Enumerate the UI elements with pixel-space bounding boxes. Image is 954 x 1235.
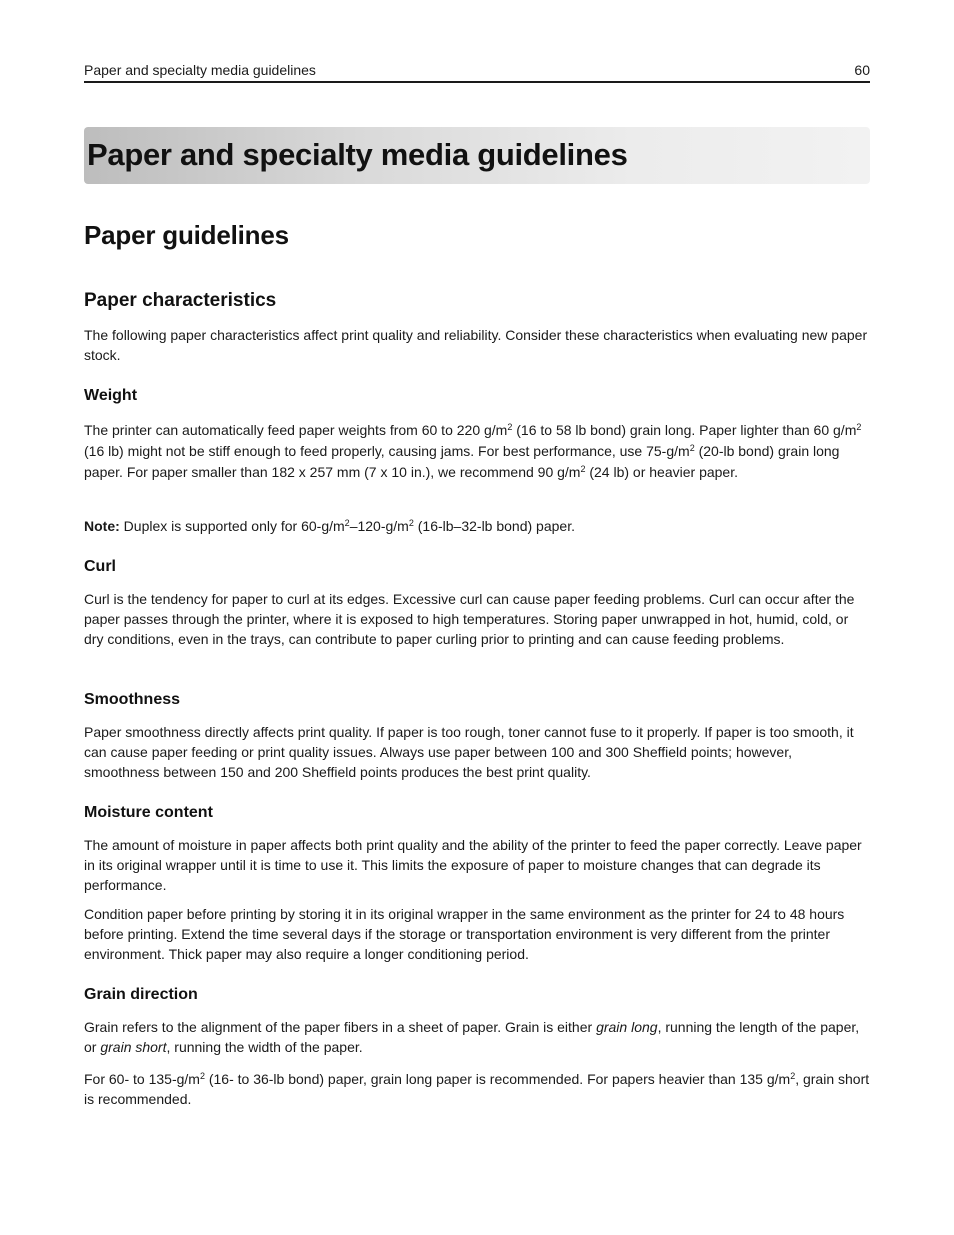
weight-note: Note: Duplex is supported only for $60-g/m^2-120-g/m^2$ (16-lb–32-lb bond) paper.	[84, 518, 575, 534]
moisture-paragraph-1: The amount of moisture in paper affects both print quality and the ability of the printer to feed the paper correctly. Leave paper in its original wrapper until it is time to use it. This limits the exposure of paper to moisture changes that can degrade its performance.	[84, 837, 862, 893]
note-label: Note:	[84, 518, 120, 534]
grain-direction-heading: Grain direction	[84, 986, 198, 1003]
curl-heading: Curl	[84, 558, 116, 575]
moisture-paragraph-2: Condition paper before printing by storing it in its original wrapper in the same environment as the printer for 24 to 48 hours before printing. Extend the time several days if the storage or transportation environment is very different from the printer environment. Thick paper may also require a longer conditioning period.	[84, 906, 845, 962]
curl-paragraph: Curl is the tendency for paper to curl at its edges. Excessive curl can cause paper feeding problems. Curl can occur after the paper passes through the printer, where it is exposed to high temperatures. Storing paper unwrapped in hot, humid, cold, or dry conditions, even in the trays, can contribute to paper curling prior to printing and can cause feeding problems.	[84, 591, 855, 647]
running-header	[84, 60, 870, 83]
weight-heading: Weight	[84, 387, 138, 404]
grain-paragraph-1: Grain refers to the alignment of the paper fibers in a sheet of paper. Grain is either grain long, running the length of the paper, or grain short, running the width of the paper.	[84, 1019, 860, 1055]
grain-paragraph-2: For 60- to $135-g/m^2$ (16- to 36-lb bond) paper, grain long paper is recommended. For papers heavier than 135 $g/m^2$, grain short is recommended.	[84, 1071, 870, 1107]
running-header-title: Paper and specialty media guidelines	[84, 62, 316, 78]
paper-characteristics-intro: The following paper characteristics affect print quality and reliability. Consider these characteristics when evaluating new paper stock.	[84, 327, 868, 363]
weight-paragraph: The printer can automatically feed paper weights from 60 to 220 $g/m^2$ (16 to 58 lb bond) grain long. Paper lighter than 60 $g/m^2$ (16 lb) might not be stiff enough to feed properly, causing jams. For best performance, use $75-g/m^2$ (20-lb bond) grain long paper. For paper smaller than 182 x 257 mm (7 x 10 in.), we recommend 90 $g/m^2$ (24 lb) or heavier paper.	[84, 422, 862, 480]
moisture-content-heading: Moisture content	[84, 804, 213, 821]
page-number: 60	[854, 62, 870, 78]
section-title: Paper guidelines	[84, 220, 289, 250]
smoothness-paragraph: Paper smoothness directly affects print quality. If paper is too rough, toner cannot fuse to it properly. If paper is too smooth, it can cause paper feeding or print quality issues. Always use paper between 100 and 300 Sheffield points; however, smoothness between 150 and 200 Sheffield points produces the best print quality.	[84, 724, 854, 780]
paper-characteristics-heading: Paper characteristics	[84, 290, 277, 311]
chapter-title-band	[84, 127, 870, 184]
smoothness-heading: Smoothness	[84, 691, 181, 708]
chapter-title: Paper and specialty media guidelines	[87, 137, 628, 172]
